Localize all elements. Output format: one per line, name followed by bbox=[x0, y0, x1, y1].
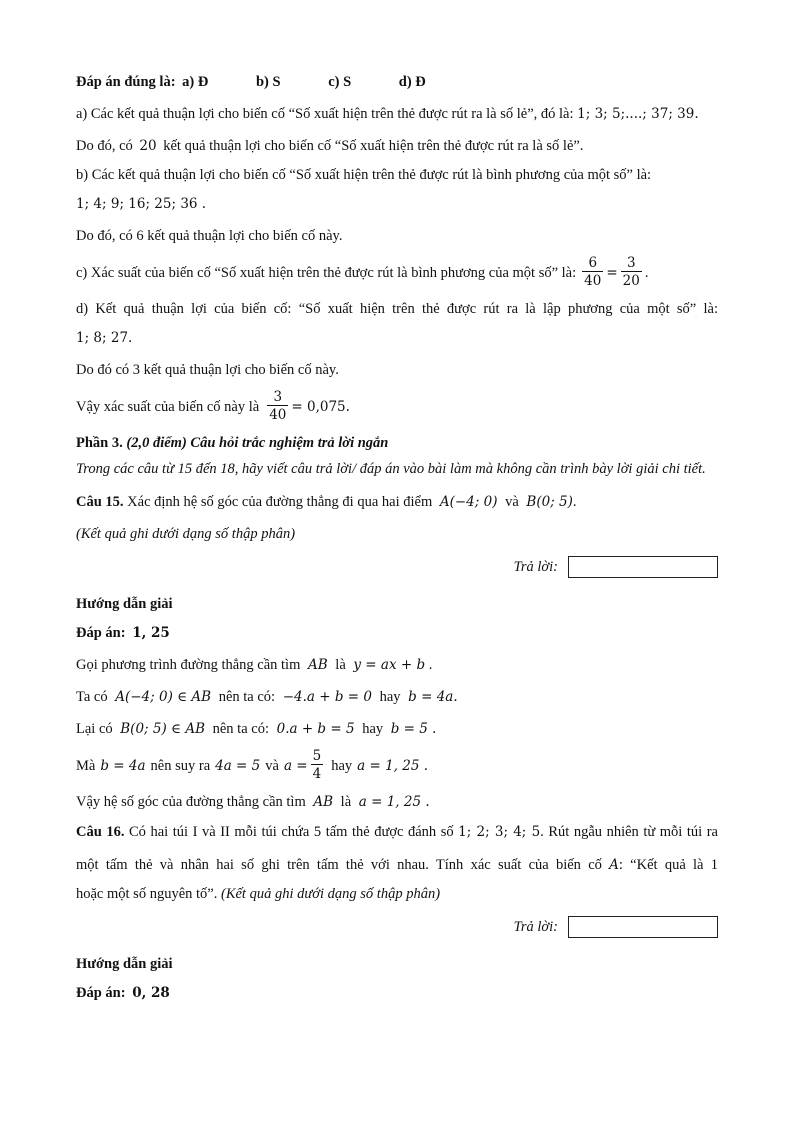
question-16-line-1: Câu 16. Có hai túi I và II mỗi túi chứa 5 tấm thẻ được đánh số 1; 2; 3; 4; 5. Rút ngẫu nhiên từ mỗi túi ra bbox=[76, 824, 718, 840]
q15-step-4-fraction: $\frac{5}{4}$ bbox=[312, 748, 322, 782]
part-b-set: 1; 4; 9; 16; 25; 36 . bbox=[76, 196, 207, 212]
q15-step-1: Gọi phương trình đường thẳng cần tìm AB là y = ax + b . bbox=[76, 657, 433, 673]
question-15: Câu 15. Xác định hệ số góc của đường thẳng đi qua hai điểm A(−4; 0) và B(0; 5). bbox=[76, 494, 577, 510]
question-16-answer-row bbox=[76, 916, 718, 938]
question-16-answer-box[interactable] bbox=[568, 916, 718, 938]
document-page bbox=[76, 72, 718, 1003]
part-d-set: 1; 8; 27. bbox=[76, 330, 133, 346]
part-c: c) Xác suất của biến cố “Số xuất hiện trên thẻ được rút là bình phương của một số” là: $\frac{6}{40}$ = $\frac{3}{20}$ . bbox=[76, 255, 649, 289]
question-16-line-2: một tấm thẻ và nhân hai số ghi trên tấm thẻ với nhau. Tính xác suất của biến cố A: “Kết quả là 1 bbox=[76, 857, 718, 873]
part-c-fraction-1: $\frac{6}{40}$ bbox=[584, 255, 602, 289]
q15-step-2: Ta có A(−4; 0) ∈ AB nên ta có: −4.a + b = 0 hay b = 4a. bbox=[76, 689, 458, 705]
question-15-note: (Kết quả ghi dưới dạng số thập phân) bbox=[76, 526, 296, 542]
question-16-line-3: hoặc một số nguyên tố”. (Kết quả ghi dưới dạng số thập phân) bbox=[76, 886, 441, 902]
answer-label: Trả lời: bbox=[513, 918, 558, 935]
question-15-answer: Đáp án: 1, 25 bbox=[76, 625, 170, 641]
answer-c: c) S bbox=[328, 74, 352, 90]
question-15-solution-title: Hướng dẫn giải bbox=[76, 596, 173, 612]
part-d-probability: Vậy xác suất của biến cố này là $\frac{3}{40}$ = 0,075. bbox=[76, 389, 350, 423]
part-b-text: b) Các kết quả thuận lợi cho biến cố “Số xuất hiện trên thẻ được rút là bình phương của một số” là: bbox=[76, 167, 652, 183]
part-c-fraction-2: $\frac{3}{20}$ bbox=[622, 255, 640, 289]
answer-d: d) Đ bbox=[398, 74, 426, 90]
answer-summary bbox=[76, 72, 718, 92]
question-15-answer-box[interactable] bbox=[568, 556, 718, 578]
section-3-instruction: Trong các câu từ 15 đến 18, hãy viết câu trả lời/ đáp án vào bài làm mà không cần trình bày lời giải chi tiết. bbox=[76, 461, 706, 477]
q15-step-3: Lại có B(0; 5) ∈ AB nên ta có: 0.a + b = 5 hay b = 5 . bbox=[76, 721, 437, 737]
answer-b: b) S bbox=[255, 74, 281, 90]
part-a-text: a) Các kết quả thuận lợi cho biến cố “Số xuất hiện trên thẻ được rút ra là số lẻ”, đó là: 1; 3; 5;....; 37; 39. bbox=[76, 106, 699, 122]
part-d-fraction: $\frac{3}{40}$ bbox=[269, 389, 287, 423]
question-16-solution-title: Hướng dẫn giải bbox=[76, 956, 173, 972]
question-15-answer-row bbox=[76, 556, 718, 578]
part-b-conclusion: Do đó, có 6 kết quả thuận lợi cho biến cố này. bbox=[76, 228, 343, 244]
answer-label: Trả lời: bbox=[513, 558, 558, 575]
q15-step-5: Vậy hệ số góc của đường thẳng cần tìm AB là a = 1, 25 . bbox=[76, 794, 430, 810]
part-d-conclusion: Do đó có 3 kết quả thuận lợi cho biến cố này. bbox=[76, 362, 339, 378]
answer-a: a) Đ bbox=[182, 74, 209, 90]
question-16-answer: Đáp án: 0, 28 bbox=[76, 985, 170, 1001]
part-d-text: d) Kết quả thuận lợi của biến cố: “Số xuất hiện trên thẻ được rút ra là lập phương của một số” là: bbox=[76, 301, 718, 317]
part-a-conclusion: Do đó, có 20 kết quả thuận lợi cho biến cố “Số xuất hiện trên thẻ được rút ra là số lẻ”. bbox=[76, 138, 584, 154]
part-a-set: 1; 3; 5;....; 37; 39. bbox=[577, 106, 699, 122]
answer-prefix: Đáp án đúng là: bbox=[76, 74, 176, 90]
q15-step-4: Mà b = 4a nên suy ra 4a = 5 và a = $\frac{5}{4}$ hay a = 1, 25 . bbox=[76, 748, 428, 782]
section-3-title: Phần 3. (2,0 điểm) Câu hỏi trắc nghiệm trả lời ngắn bbox=[76, 435, 389, 451]
